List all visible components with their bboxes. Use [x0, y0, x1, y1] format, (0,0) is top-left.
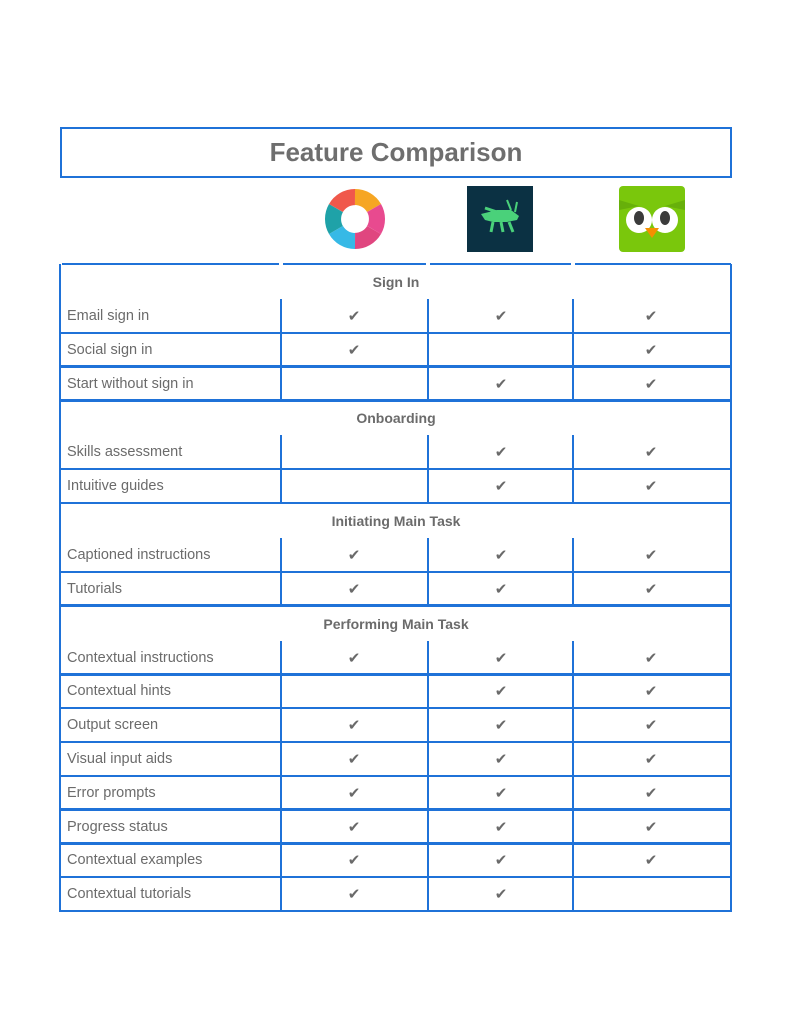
- check-mark-icon: ✔: [644, 443, 658, 462]
- column-divider: [427, 435, 430, 503]
- row-divider: [60, 673, 731, 676]
- check-mark-icon: ✔: [347, 579, 361, 598]
- column-divider: [427, 641, 430, 911]
- feature-label: Tutorials: [67, 580, 123, 597]
- row-divider: [60, 808, 731, 811]
- check-mark-icon: ✔: [347, 750, 361, 768]
- check-mark-icon: ✔: [347, 307, 361, 325]
- feature-label: Visual input aids: [67, 751, 173, 767]
- feature-label: Intuitive guides: [67, 478, 164, 495]
- feature-label: Email sign in: [67, 308, 150, 324]
- check-mark-icon: ✔: [494, 716, 508, 735]
- table-top-border: [62, 263, 279, 266]
- check-mark-icon: ✔: [347, 885, 361, 904]
- row-divider: [60, 842, 731, 845]
- check-mark-icon: ✔: [644, 340, 658, 359]
- row-divider: [60, 876, 731, 879]
- feature-label: Captioned instructions: [67, 547, 211, 563]
- check-mark-icon: ✔: [644, 579, 658, 598]
- grasshopper-logo-icon: [467, 186, 533, 252]
- check-mark-icon: ✔: [494, 546, 508, 564]
- section-title: Performing Main Task: [323, 615, 469, 632]
- column-divider: [280, 435, 283, 503]
- feature-label: Contextual examples: [67, 852, 203, 869]
- check-mark-icon: ✔: [347, 340, 361, 359]
- check-mark-icon: ✔: [644, 648, 658, 667]
- check-mark-icon: ✔: [494, 374, 508, 393]
- row-divider: [60, 502, 731, 505]
- feature-label: Output screen: [67, 717, 159, 734]
- check-mark-icon: ✔: [494, 783, 508, 802]
- section-title: Sign In: [372, 274, 420, 290]
- table-top-border: [575, 263, 731, 266]
- check-mark-icon: ✔: [494, 817, 508, 836]
- row-divider: [60, 707, 731, 710]
- column-divider: [427, 299, 430, 400]
- section-title: Onboarding: [356, 410, 436, 427]
- check-mark-icon: ✔: [494, 307, 508, 325]
- check-mark-icon: ✔: [347, 716, 361, 735]
- feature-label: Contextual instructions: [67, 649, 214, 666]
- feature-label: Error prompts: [67, 784, 156, 801]
- check-mark-icon: ✔: [494, 885, 508, 904]
- row-divider: [60, 399, 731, 402]
- feature-label: Social sign in: [67, 341, 153, 358]
- check-mark-icon: ✔: [644, 307, 658, 325]
- table-left-border: [59, 264, 62, 912]
- check-mark-icon: ✔: [644, 817, 658, 836]
- row-divider: [60, 910, 731, 913]
- check-mark-icon: ✔: [644, 851, 658, 870]
- check-mark-icon: ✔: [494, 579, 508, 598]
- column-divider: [280, 641, 283, 911]
- row-divider: [60, 741, 731, 744]
- check-mark-icon: ✔: [494, 851, 508, 870]
- check-mark-icon: ✔: [347, 851, 361, 870]
- check-mark-icon: ✔: [644, 716, 658, 735]
- check-mark-icon: ✔: [347, 817, 361, 836]
- column-divider: [280, 299, 283, 400]
- row-divider: [60, 571, 731, 574]
- check-mark-icon: ✔: [644, 374, 658, 393]
- section-title: Initiating Main Task: [331, 513, 461, 529]
- page-title: Feature Comparison: [60, 127, 732, 178]
- feature-label: Progress status: [67, 818, 168, 835]
- check-mark-icon: ✔: [644, 750, 658, 768]
- row-divider: [60, 332, 731, 335]
- row-divider: [60, 775, 731, 778]
- sololearn-logo-icon: [322, 186, 388, 252]
- feature-label: Start without sign in: [67, 375, 194, 392]
- check-mark-icon: ✔: [644, 783, 658, 802]
- table-top-border: [283, 263, 426, 266]
- row-divider: [60, 468, 731, 471]
- check-mark-icon: ✔: [494, 443, 508, 462]
- check-mark-icon: ✔: [347, 783, 361, 802]
- check-mark-icon: ✔: [644, 682, 658, 701]
- column-divider: [427, 538, 430, 606]
- check-mark-icon: ✔: [644, 546, 658, 564]
- row-divider: [60, 365, 731, 368]
- column-divider: [572, 641, 575, 911]
- check-mark-icon: ✔: [494, 477, 508, 496]
- duolingo-owl-logo-icon: [619, 186, 685, 252]
- column-divider: [572, 435, 575, 503]
- feature-label: Contextual hints: [67, 683, 171, 700]
- feature-label: Skills assessment: [67, 444, 183, 461]
- table-right-border: [730, 264, 733, 912]
- column-divider: [572, 299, 575, 400]
- check-mark-icon: ✔: [494, 750, 508, 768]
- check-mark-icon: ✔: [347, 546, 361, 564]
- check-mark-icon: ✔: [494, 682, 508, 701]
- table-top-border: [430, 263, 571, 266]
- column-divider: [572, 538, 575, 606]
- check-mark-icon: ✔: [644, 477, 658, 496]
- feature-label: Contextual tutorials: [67, 886, 192, 903]
- check-mark-icon: ✔: [347, 648, 361, 667]
- row-divider: [60, 604, 731, 607]
- check-mark-icon: ✔: [494, 648, 508, 667]
- column-divider: [280, 538, 283, 606]
